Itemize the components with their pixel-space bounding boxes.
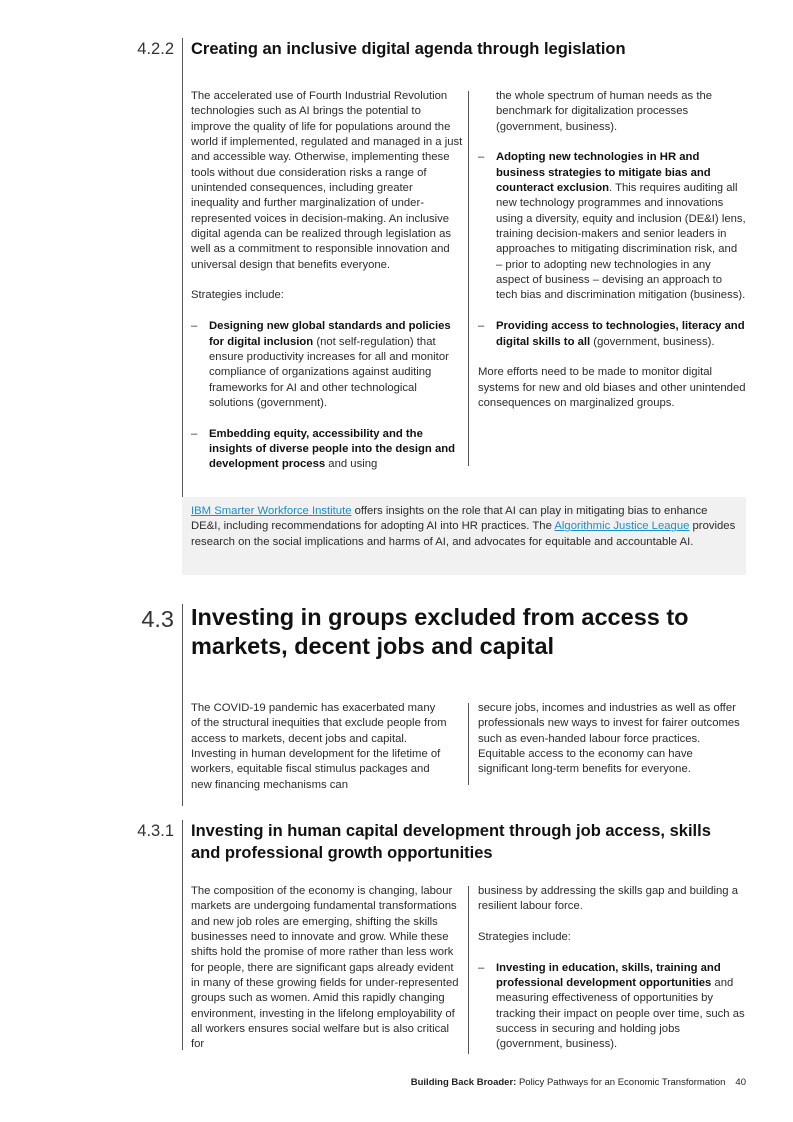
section-title-4-3-line2: markets, decent jobs and capital [191,633,555,659]
column-divider-4-3 [468,703,469,785]
paragraph-closing: More efforts need to be made to monitor digital systems for new and old biases and other unintended consequences on marginalized groups. [478,366,746,409]
strategies-label: Strategies include: [478,931,571,944]
paragraph-4-3-1-left: The composition of the economy is changing, labour markets are undergoing fundamental transformations and new job roles are emerging, shifting the skills businesses need to innovate and grow. While these shifts hold the promise of more rather than less work for people, there are significant gaps already evident in many of these growing fields for under-represented groups such as women. Amid this rapidly changing environment, investing in the lifelong employability of all workers ensures social welfare but is also critical for [191,885,459,1051]
list-item-text: . This requires auditing all new technology programmes and innovations using a diversity, equity and inclusion (DE&I) lens, training decision-makers and senior leaders in approaches to mitigating discrimination risk, and – prior to adopting new technologies in any aspect of business – devising an approach to tech bias and discrimination mitigation (business). [496,182,746,302]
list-item-text: (not self-regulation) that ensure productivity increases for all and monitor compliance of organizations against auditing frameworks for AI and other technological solutions (government). [209,335,449,409]
list-item-bold: Providing access to technologies, literacy and digital skills to all [496,320,745,348]
list-item-text: and measuring effectiveness of opportunities by tracking their impact on people over time, such as success in securing and holding jobs (government, business). [496,977,745,1051]
section-title-4-2-2: Creating an inclusive digital agenda through legislation [191,40,626,58]
section-divider-4-3-1 [182,820,183,1050]
list-item-bold: Embedding equity, accessibility and the insights of diverse people into the design and development process [209,427,456,471]
section-heading-4-2-2 [191,38,751,60]
dash-bullet: – [478,151,485,164]
column-right-4-3 [478,701,740,778]
list-item [478,319,746,350]
page-number: 40 [735,1077,746,1088]
paragraph-intro: The accelerated use of Fourth Industrial Revolution technologies such as AI brings the potential to improve the quality of life for populations around the world if implemented, regulated and managed in a just and accessible way. Otherwise, implementing these tools without due consideration risks a range of unintended consequences, including greater inequality and further marginalization of under-represented voices in decision-making. An inclusive digital agenda can be realized through legislation as well as a commitment to responsible innovation and universal design that benefits everyone. [191,90,463,271]
paragraph-4-3-left: The COVID-19 pandemic has exacerbated many of the structural inequities that exclude people from access to markets, decent jobs and capital. Investing in human development for the lifetime of workers, equitable fiscal stimulus packages and new financing mechanisms can [191,702,447,791]
callout-text [191,504,739,550]
list-item-bold: Investing in education, skills, training and professional development opportunities [496,961,721,990]
paragraph-4-3-right: secure jobs, incomes and industries as well as offer professionals new ways to invest for fairer outcomes such as even-handed labour force practices. Equitable access to the economy can have significant long-term benefits for everyone. [478,702,740,776]
dash-bullet: – [191,320,198,333]
footer-title-bold: Building Back Broader: [410,1077,517,1088]
list-item-text: (government, business). [590,335,715,348]
section-number-4-3: 4.3 [141,606,174,632]
dash-bullet: – [478,320,485,333]
link-algorithmic-justice-league[interactable]: Algorithmic Justice League [554,520,690,533]
page-footer [411,1077,746,1088]
column-right-4-2-2 [478,89,746,411]
column-divider-4-3-1 [468,886,469,1054]
link-ibm-smarter-workforce-institute[interactable]: IBM Smarter Workforce Institute [191,505,352,517]
list-item-continuation: the whole spectrum of human needs as the benchmark for digitalization processes (government, business). [496,90,713,133]
section-divider-4-3 [182,604,183,806]
list-item [191,427,463,473]
list-item [478,961,748,1053]
section-divider-4-2-2 [182,38,183,575]
section-title-4-3-1-line1: Investing in human capital development through job access, skills [191,822,711,840]
callout-text-part1: offers insights on the role that AI can play in mitigating bias to enhance DE&I, including recommendations for adopting AI into HR practices. The [191,505,708,533]
column-left-4-3-1 [191,884,461,1053]
list-item-bold: Adopting new technologies in HR and business strategies to mitigate bias and counteract exclusion [496,151,711,195]
dash-bullet: – [191,427,198,440]
callout-text-part2: provides research on the social implications and harms of AI, and advocates for equitable and accountable AI. [191,520,736,548]
footer-title-rest: Policy Pathways for an Economic Transformation [516,1077,726,1088]
list-item-bold: Designing new global standards and policies for digital inclusion [209,320,451,348]
section-number-4-3-1: 4.3.1 [137,822,174,840]
section-number-4-2-2: 4.2.2 [137,40,174,58]
section-heading-4-3-1 [191,820,761,864]
list-item-text: and using [325,458,378,471]
column-right-4-3-1 [478,884,748,1053]
paragraph-4-3-1-right: business by addressing the skills gap and building a resilient labour force. [478,885,738,913]
section-heading-4-3 [191,603,771,661]
section-title-4-3-line1: Investing in groups excluded from access to [191,604,689,630]
strategies-label: Strategies include: [191,289,284,302]
list-item [478,150,746,303]
column-left-4-3 [191,701,447,793]
column-left-4-2-2 [191,89,463,473]
column-divider-4-2-2 [468,91,469,466]
section-title-4-3-1-line2: and professional growth opportunities [191,844,493,862]
list-item [191,319,463,411]
dash-bullet: – [478,961,485,974]
